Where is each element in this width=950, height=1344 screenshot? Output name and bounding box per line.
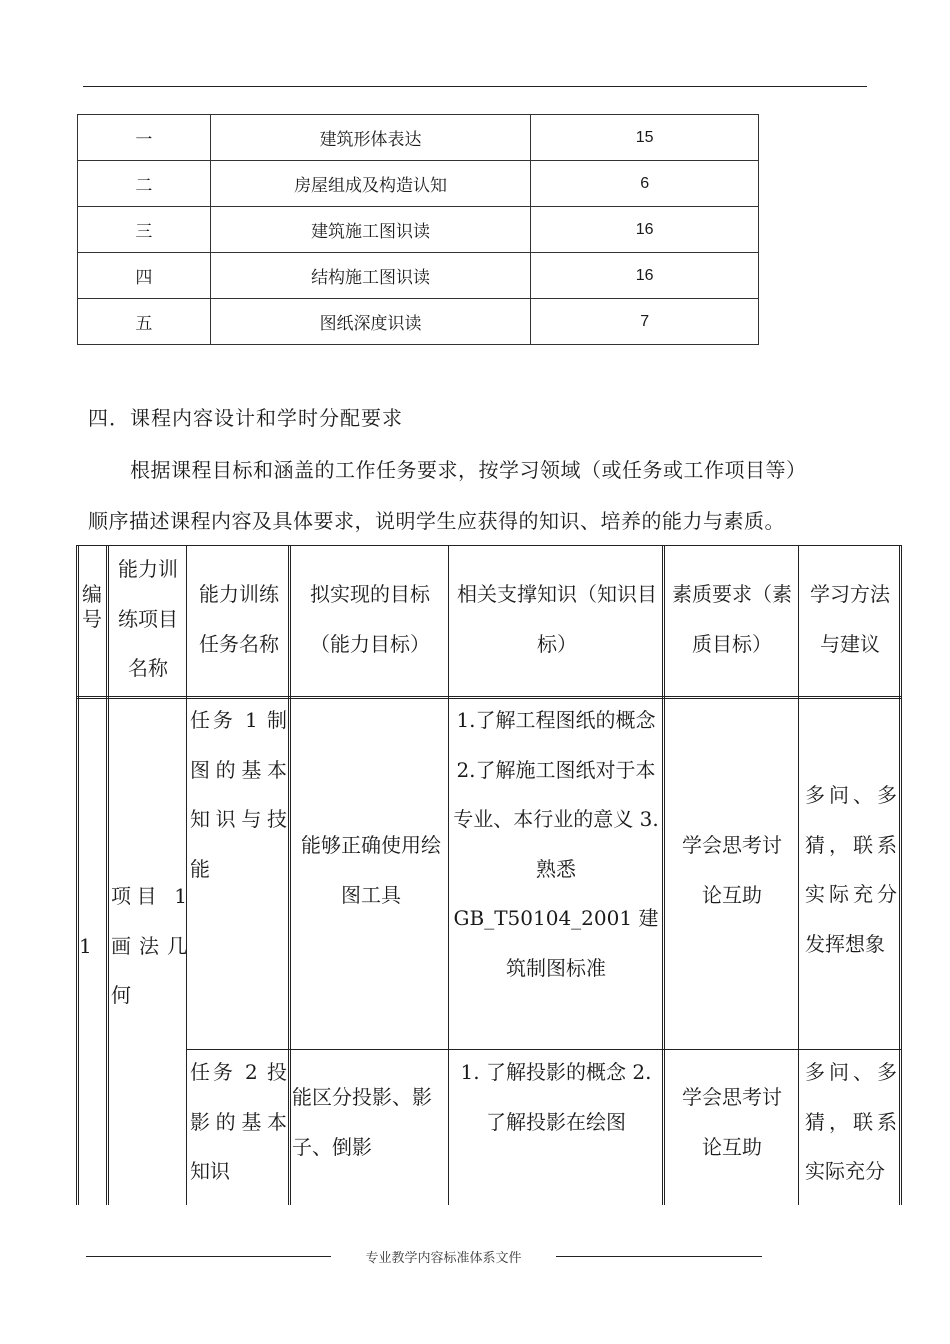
row-hours: 15	[531, 115, 759, 161]
header-quality: 素质要求（素质目标）	[672, 582, 792, 656]
row-hours: 6	[531, 161, 759, 207]
task2-knowledge: 1. 了解投影的概念 2.了解投影在绘图	[460, 1060, 652, 1134]
row-hours: 16	[531, 253, 759, 299]
task2-name: 任务 2 投影的基本知识	[190, 1060, 287, 1183]
row-index: 五	[78, 299, 211, 345]
header-goal: 拟实现的目标（能力目标）	[310, 582, 430, 656]
row-title: 房屋组成及构造认知	[210, 161, 531, 207]
task2-quality: 学会思考讨论互助	[682, 1085, 782, 1159]
row-title: 建筑形体表达	[210, 115, 531, 161]
table-border-right	[899, 545, 902, 1205]
section-paragraph-line1: 根据课程目标和涵盖的工作任务要求，按学习领域（或任务或工作项目等）	[130, 458, 807, 482]
task1-knowledge: 1.了解工程图纸的概念 2.了解施工图纸对于本专业、本行业的意义 3.熟悉 GB_T50104_2001 建筑制图标准	[453, 708, 659, 980]
row-index: 二	[78, 161, 211, 207]
table-row	[78, 115, 759, 161]
task2-method: 多问、多猜，联系实际充分	[805, 1060, 897, 1183]
header-num: 编号	[82, 582, 102, 631]
table-border-left	[76, 545, 79, 1205]
summary-table	[77, 114, 759, 345]
row-hours: 16	[531, 207, 759, 253]
row-title: 结构施工图识读	[210, 253, 531, 299]
col-divider	[662, 545, 665, 1205]
header-task: 能力训练任务名称	[199, 582, 279, 656]
col-divider	[106, 545, 109, 1205]
col-divider	[798, 545, 799, 1205]
task1-method: 多问、多猜，联系实际充分发挥想象	[805, 783, 897, 956]
row-project: 项目 1 画法几何	[111, 884, 187, 1007]
section-heading: 四．课程内容设计和学时分配要求	[88, 406, 403, 430]
header-method: 学习方法与建议	[810, 582, 890, 656]
row-index: 四	[78, 253, 211, 299]
col-divider	[288, 545, 291, 1205]
header-project: 能力训练项目名称	[118, 557, 178, 680]
table-row	[78, 253, 759, 299]
task1-quality: 学会思考讨论互助	[682, 833, 782, 907]
row-index: 三	[78, 207, 211, 253]
task1-goal: 能够正确使用绘图工具	[301, 833, 441, 907]
table-row	[78, 299, 759, 345]
row-hours: 7	[531, 299, 759, 345]
row-title: 建筑施工图识读	[210, 207, 531, 253]
footer-rule-right	[556, 1256, 762, 1257]
table-row	[78, 207, 759, 253]
col-divider	[448, 545, 449, 1205]
footer-text: 专业教学内容标准体系文件	[365, 1251, 522, 1266]
section-paragraph-line2: 顺序描述课程内容及具体要求，说明学生应获得的知识、培养的能力与素质。	[88, 509, 785, 533]
header-rule	[83, 86, 867, 87]
task1-name: 任务 1 制图的基本知识与技能	[190, 708, 287, 881]
table-border-top	[76, 545, 902, 546]
header-knowledge: 相关支撑知识（知识目标）	[457, 582, 657, 656]
table-row	[78, 161, 759, 207]
footer-rule-left	[86, 1256, 331, 1257]
row-title: 图纸深度识读	[210, 299, 531, 345]
course-content-table	[76, 545, 902, 1205]
task2-goal: 能区分投影、影子、倒影	[292, 1085, 432, 1159]
row-num: 1	[79, 934, 92, 958]
row-index: 一	[78, 115, 211, 161]
